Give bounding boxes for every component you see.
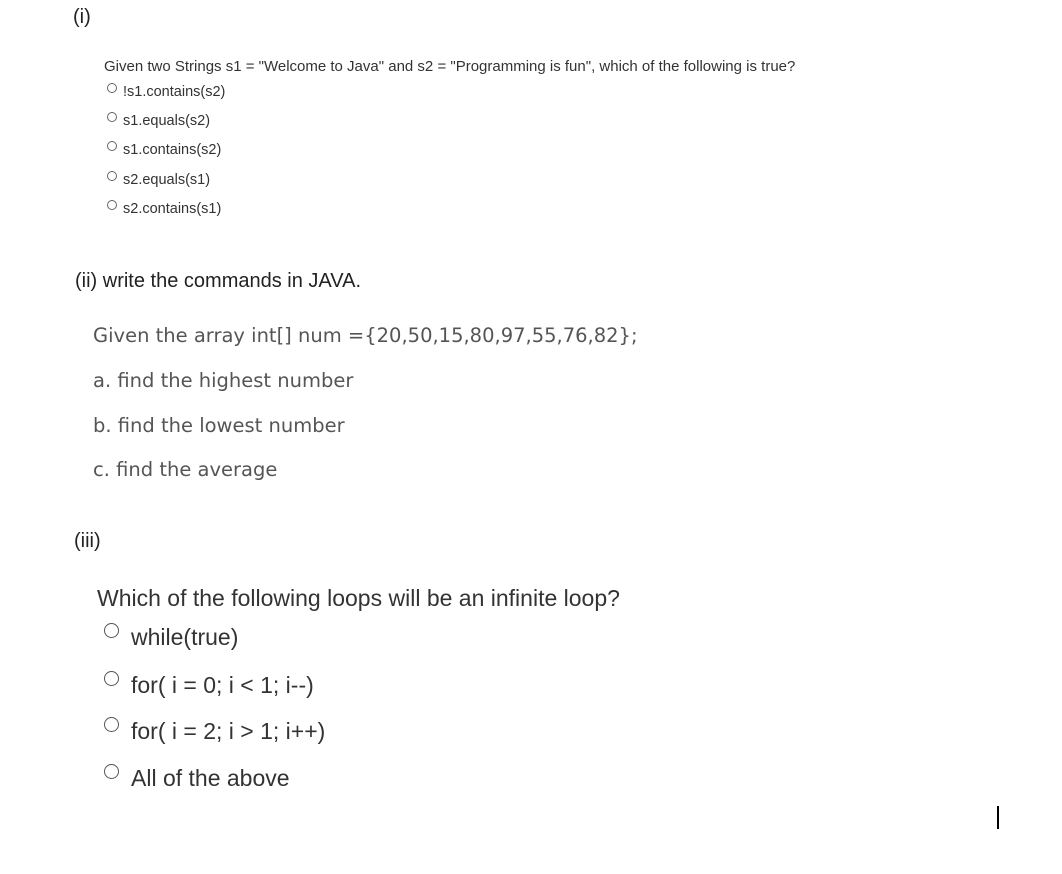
section-iii-option[interactable] — [104, 765, 290, 792]
text-cursor — [997, 806, 999, 829]
radio-button[interactable] — [107, 83, 117, 93]
section-i-question: Given two Strings s1 = "Welcome to Java" and s2 = "Programming is fun", which of the following is true? — [104, 58, 796, 75]
section-iii-option[interactable] — [104, 624, 238, 651]
option-label: s2.contains(s1) — [123, 201, 222, 217]
radio-button[interactable] — [107, 171, 117, 181]
section-ii-task: a. find the highest number — [93, 369, 354, 392]
section-i-option[interactable] — [107, 84, 225, 100]
option-label: while(true) — [131, 624, 239, 650]
section-ii-task: c. find the average — [93, 458, 278, 481]
option-label: !s1.contains(s2) — [123, 84, 226, 100]
option-label: s1.equals(s2) — [123, 113, 211, 129]
section-ii-label: (ii) write the commands in JAVA. — [75, 270, 362, 292]
radio-button[interactable] — [104, 764, 119, 779]
option-label: s1.contains(s2) — [123, 142, 222, 158]
option-label: s2.equals(s1) — [123, 172, 211, 188]
option-label: for( i = 2; i > 1; i++) — [131, 718, 326, 744]
section-i-option[interactable] — [107, 113, 210, 129]
radio-button[interactable] — [107, 200, 117, 210]
radio-button[interactable] — [104, 717, 119, 732]
section-iii-option[interactable] — [104, 718, 325, 745]
section-ii-given: Given the array int[] num ={20,50,15,80,97,55,76,82}; — [93, 324, 638, 347]
section-iii-label: (iii) — [74, 530, 101, 552]
radio-button[interactable] — [107, 112, 117, 122]
section-i-option[interactable] — [107, 142, 221, 158]
section-i-label: (i) — [73, 6, 91, 28]
section-iii-question: Which of the following loops will be an infinite loop? — [97, 585, 620, 611]
radio-button[interactable] — [104, 623, 119, 638]
section-ii-task: b. find the lowest number — [93, 414, 345, 437]
radio-button[interactable] — [104, 671, 119, 686]
section-i-option[interactable] — [107, 201, 221, 217]
radio-button[interactable] — [107, 141, 117, 151]
option-label: All of the above — [131, 765, 290, 791]
option-label: for( i = 0; i < 1; i--) — [131, 672, 314, 698]
section-iii-option[interactable] — [104, 672, 314, 699]
section-i-option[interactable] — [107, 172, 210, 188]
